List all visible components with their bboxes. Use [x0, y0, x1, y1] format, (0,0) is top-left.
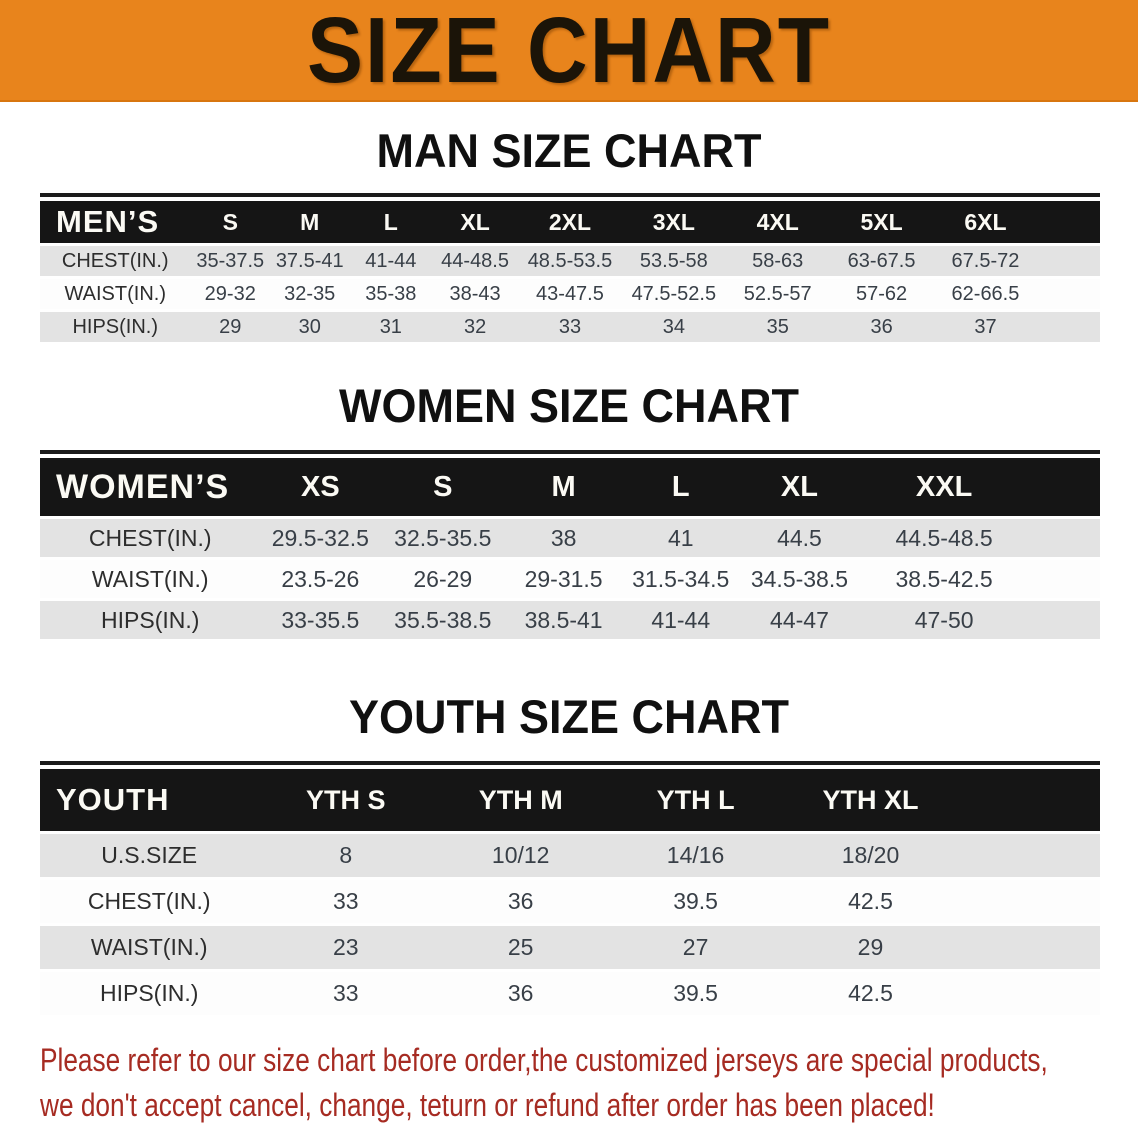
cell-value: 31 [349, 312, 432, 342]
banner-title: SIZE CHART [307, 0, 831, 102]
women-table-wrap [40, 450, 1100, 642]
women-section-heading-text: WOMEN SIZE CHART [339, 378, 799, 433]
cell-value: 41-44 [622, 601, 740, 639]
cell-value: 42.5 [783, 880, 958, 923]
cell-value: 31.5-34.5 [622, 560, 740, 598]
column-header: M [505, 458, 622, 516]
cell-value: 62-66.5 [934, 279, 1038, 309]
table-header-row [40, 458, 1100, 516]
cell-value: 26-29 [380, 560, 505, 598]
table-row [40, 279, 1100, 309]
column-header: 4XL [726, 201, 830, 243]
header-spacer [1029, 458, 1100, 516]
cell-value: 35.5-38.5 [380, 601, 505, 639]
youth-table-wrap [40, 761, 1100, 1018]
row-spacer [1037, 279, 1100, 309]
cell-value: 35 [726, 312, 830, 342]
column-header: M [270, 201, 349, 243]
header-spacer [1037, 201, 1100, 243]
cell-value: 18/20 [783, 834, 958, 877]
cell-value: 25 [433, 926, 608, 969]
row-label: CHEST(IN.) [40, 880, 258, 923]
cell-value: 33 [518, 312, 622, 342]
section-men [0, 102, 1138, 345]
cell-value: 23 [258, 926, 433, 969]
cell-value: 38 [505, 519, 622, 557]
men-section-heading-text: MAN SIZE CHART [376, 123, 762, 178]
cell-value: 44.5-48.5 [859, 519, 1029, 557]
table-corner-label: MEN’S [40, 201, 191, 243]
cell-value: 39.5 [608, 880, 783, 923]
column-header: L [349, 201, 432, 243]
cell-value: 41-44 [349, 246, 432, 276]
cell-value: 36 [433, 972, 608, 1015]
column-header: XL [432, 201, 518, 243]
cell-value: 14/16 [608, 834, 783, 877]
cell-value: 44.5 [740, 519, 860, 557]
table-row [40, 601, 1100, 639]
men-table-top-border [40, 193, 1100, 197]
cell-value: 43-47.5 [518, 279, 622, 309]
cell-value: 44-47 [740, 601, 860, 639]
cell-value: 67.5-72 [934, 246, 1038, 276]
table-row [40, 880, 1100, 923]
cell-value: 23.5-26 [260, 560, 380, 598]
cell-value: 48.5-53.5 [518, 246, 622, 276]
row-spacer [958, 834, 1100, 877]
cell-value: 41 [622, 519, 740, 557]
men-table-wrap [40, 193, 1100, 345]
cell-value: 36 [830, 312, 934, 342]
table-row [40, 312, 1100, 342]
column-header: 5XL [830, 201, 934, 243]
table-row [40, 834, 1100, 877]
row-label: HIPS(IN.) [40, 312, 191, 342]
table-row [40, 972, 1100, 1015]
row-label: HIPS(IN.) [40, 972, 258, 1015]
cell-value: 35-38 [349, 279, 432, 309]
row-spacer [1037, 246, 1100, 276]
row-spacer [1029, 519, 1100, 557]
cell-value: 27 [608, 926, 783, 969]
cell-value: 32.5-35.5 [380, 519, 505, 557]
cell-value: 57-62 [830, 279, 934, 309]
disclaimer-line-1: Please refer to our size chart before order,the customized jerseys are special products, [40, 1042, 1048, 1078]
cell-value: 42.5 [783, 972, 958, 1015]
cell-value: 47-50 [859, 601, 1029, 639]
column-header: XS [260, 458, 380, 516]
row-label: WAIST(IN.) [40, 926, 258, 969]
men-size-table [40, 198, 1100, 345]
women-table-top-border [40, 450, 1100, 454]
row-label: CHEST(IN.) [40, 246, 191, 276]
cell-value: 38-43 [432, 279, 518, 309]
cell-value: 36 [433, 880, 608, 923]
cell-value: 10/12 [433, 834, 608, 877]
row-label: CHEST(IN.) [40, 519, 260, 557]
section-women [0, 345, 1138, 642]
column-header: XXL [859, 458, 1029, 516]
row-spacer [958, 926, 1100, 969]
table-corner-label: WOMEN’S [40, 458, 260, 516]
cell-value: 53.5-58 [622, 246, 726, 276]
column-header: L [622, 458, 740, 516]
cell-value: 33 [258, 972, 433, 1015]
cell-value: 29-31.5 [505, 560, 622, 598]
column-header: 2XL [518, 201, 622, 243]
column-header: S [191, 201, 270, 243]
cell-value: 29-32 [191, 279, 270, 309]
row-label: WAIST(IN.) [40, 560, 260, 598]
men-section-heading [0, 102, 1138, 193]
cell-value: 44-48.5 [432, 246, 518, 276]
row-spacer [958, 880, 1100, 923]
cell-value: 58-63 [726, 246, 830, 276]
youth-table-top-border [40, 761, 1100, 765]
disclaimer [0, 1038, 1138, 1129]
table-header-row [40, 769, 1100, 831]
row-spacer [1029, 560, 1100, 598]
column-header: YTH S [258, 769, 433, 831]
disclaimer-line-2: we don't accept cancel, change, teturn or refund after order has been placed! [40, 1087, 935, 1124]
row-label: HIPS(IN.) [40, 601, 260, 639]
column-header: YTH M [433, 769, 608, 831]
cell-value: 8 [258, 834, 433, 877]
table-row [40, 246, 1100, 276]
women-section-heading [0, 345, 1138, 450]
header-spacer [958, 769, 1100, 831]
youth-section-heading-text: YOUTH SIZE CHART [348, 689, 789, 744]
cell-value: 47.5-52.5 [622, 279, 726, 309]
cell-value: 37 [934, 312, 1038, 342]
size-charts [0, 102, 1138, 1018]
cell-value: 38.5-42.5 [859, 560, 1029, 598]
row-label: WAIST(IN.) [40, 279, 191, 309]
section-youth [0, 642, 1138, 1018]
column-header: 3XL [622, 201, 726, 243]
cell-value: 35-37.5 [191, 246, 270, 276]
column-header: 6XL [934, 201, 1038, 243]
column-header: XL [740, 458, 860, 516]
table-header-row [40, 201, 1100, 243]
row-spacer [1037, 312, 1100, 342]
row-label: U.S.SIZE [40, 834, 258, 877]
youth-section-heading [0, 642, 1138, 761]
cell-value: 37.5-41 [270, 246, 349, 276]
table-row [40, 560, 1100, 598]
table-corner-label: YOUTH [40, 769, 258, 831]
banner [0, 0, 1138, 102]
column-header: YTH XL [783, 769, 958, 831]
column-header: S [380, 458, 505, 516]
cell-value: 34.5-38.5 [740, 560, 860, 598]
youth-size-table [40, 766, 1100, 1018]
cell-value: 39.5 [608, 972, 783, 1015]
cell-value: 52.5-57 [726, 279, 830, 309]
row-spacer [1029, 601, 1100, 639]
cell-value: 38.5-41 [505, 601, 622, 639]
women-size-table [40, 455, 1100, 642]
row-spacer [958, 972, 1100, 1015]
cell-value: 33 [258, 880, 433, 923]
cell-value: 63-67.5 [830, 246, 934, 276]
cell-value: 29 [783, 926, 958, 969]
table-row [40, 926, 1100, 969]
cell-value: 32 [432, 312, 518, 342]
column-header: YTH L [608, 769, 783, 831]
cell-value: 34 [622, 312, 726, 342]
table-row [40, 519, 1100, 557]
cell-value: 32-35 [270, 279, 349, 309]
cell-value: 29 [191, 312, 270, 342]
cell-value: 30 [270, 312, 349, 342]
cell-value: 29.5-32.5 [260, 519, 380, 557]
cell-value: 33-35.5 [260, 601, 380, 639]
